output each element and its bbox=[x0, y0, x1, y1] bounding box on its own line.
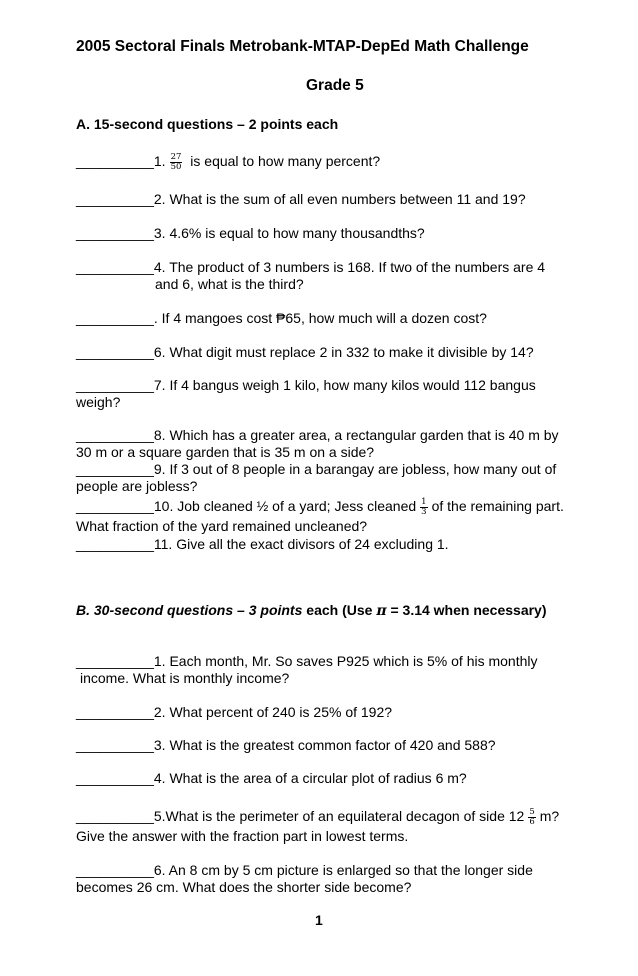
answer-blank: __________ bbox=[76, 310, 154, 326]
a-question-9: __________9. If 3 out of 8 people in a barangay are jobless, how many out of bbox=[76, 461, 557, 477]
answer-blank: __________ bbox=[76, 259, 154, 275]
document-title: 2005 Sectoral Finals Metrobank-MTAP-DepEd Math Challenge bbox=[76, 38, 529, 55]
answer-blank: __________ bbox=[76, 153, 154, 169]
answer-blank: __________ bbox=[76, 704, 154, 720]
b-question-6: __________6. An 8 cm by 5 cm picture is enlarged so that the longer side bbox=[76, 862, 533, 878]
grade-label: Grade 5 bbox=[306, 77, 364, 94]
answer-blank: __________ bbox=[76, 862, 154, 878]
a-question-10: __________10. Job cleaned ½ of a yard; Jess cleaned $\frac{1}{3}$ of the remaining part. bbox=[76, 496, 564, 517]
answer-blank: __________ bbox=[76, 653, 154, 669]
a-question-8: __________8. Which has a greater area, a rectangular garden that is 40 m by bbox=[76, 427, 559, 443]
b-question-1-line-2: income. What is monthly income? bbox=[80, 670, 290, 686]
a-question-6: __________6. What digit must replace 2 in 332 to make it divisible by 14? bbox=[76, 344, 534, 360]
b-question-2: __________2. What percent of 240 is 25% of 192? bbox=[76, 704, 393, 720]
fraction: $\frac{5}{6}$ bbox=[529, 806, 535, 827]
b-question-5-line-2: Give the answer with the fraction part in lowest terms. bbox=[76, 828, 409, 844]
answer-blank: __________ bbox=[76, 498, 154, 514]
fraction: $\frac{1}{3}$ bbox=[421, 496, 427, 517]
page-number: 1 bbox=[315, 912, 323, 928]
a-question-4-line-2: and 6, what is the third? bbox=[155, 276, 304, 292]
a-question-1: __________1. $\frac{27}{50}$ is equal to how many percent? bbox=[76, 151, 381, 172]
answer-blank: __________ bbox=[76, 737, 154, 753]
answer-blank: __________ bbox=[76, 191, 154, 207]
a-question-4: __________4. The product of 3 numbers is 168. If two of the numbers are 4 bbox=[76, 259, 546, 275]
a-question-3: __________3. 4.6% is equal to how many thousandths? bbox=[76, 225, 425, 241]
section-b-heading: B. 30-second questions – 3 points each (Use π = 3.14 when necessary) bbox=[76, 602, 547, 619]
a-question-9-line-2: people are jobless? bbox=[76, 478, 198, 494]
b-question-5: __________5.What is the perimeter of an equilateral decagon of side 12 $\frac{5}{6}$ m? bbox=[76, 806, 560, 827]
answer-blank: __________ bbox=[76, 344, 154, 360]
a-question-2: __________2. What is the sum of all even numbers between 11 and 19? bbox=[76, 191, 526, 207]
a-question-10-line-2: What fraction of the yard remained uncleaned? bbox=[76, 518, 368, 534]
answer-blank: __________ bbox=[76, 536, 154, 552]
answer-blank: __________ bbox=[76, 808, 154, 824]
b-question-1: __________1. Each month, Mr. So saves P925 which is 5% of his monthly bbox=[76, 653, 538, 669]
b-question-4: __________4. What is the area of a circular plot of radius 6 m? bbox=[76, 770, 467, 786]
a-question-7: __________7. If 4 bangus weigh 1 kilo, how many kilos would 112 bangus bbox=[76, 377, 536, 393]
answer-blank: __________ bbox=[76, 225, 154, 241]
answer-blank: __________ bbox=[76, 461, 154, 477]
b-question-6-line-2: becomes 26 cm. What does the shorter side become? bbox=[76, 879, 412, 895]
answer-blank: __________ bbox=[76, 770, 154, 786]
answer-blank: __________ bbox=[76, 377, 154, 393]
a-question-7-line-2: weigh? bbox=[76, 394, 121, 410]
section-a-heading: A. 15-second questions – 2 points each bbox=[76, 116, 339, 132]
a-question-5: __________. If 4 mangoes cost ₱65, how much will a dozen cost? bbox=[76, 310, 487, 326]
a-question-11: __________11. Give all the exact divisors of 24 excluding 1. bbox=[76, 536, 449, 552]
answer-blank: __________ bbox=[76, 427, 154, 443]
a-question-8-line-2: 30 m or a square garden that is 35 m on a side? bbox=[76, 444, 375, 460]
b-question-3: __________3. What is the greatest common factor of 420 and 588? bbox=[76, 737, 496, 753]
fraction: $\frac{27}{50}$ bbox=[170, 151, 182, 172]
